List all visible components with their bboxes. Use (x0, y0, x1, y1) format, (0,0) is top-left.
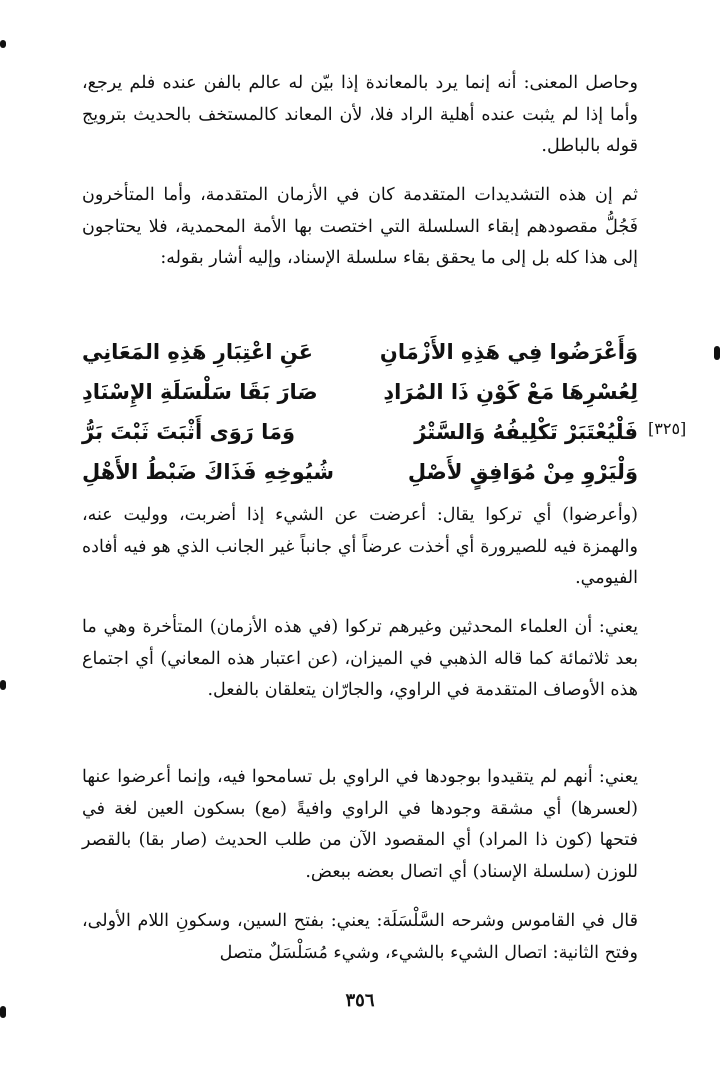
paragraph-6: قال في القاموس وشرحه السَّلْسَلَة: يعني: بفتح السين، وسكونِ اللام الأولى، وفتح الثانية: اتصال الشيء بالشيء، وشيء مُسَلْسَلٌ متصل (82, 911, 638, 963)
paragraph-1: وحاصل المعنى: أنه إنما يرد بالمعاندة إذا بيّن له عالم بالفن عنده فلم يرجع، وأما إذا لم يثبت عنده أهلية الراد فلا، لأن المعاند كالمستخف بالحديث بترويج قوله بالباطل. (82, 73, 638, 156)
paragraph-5: يعني: أنهم لم يتقيدوا بوجودها في الراوي بل تسامحوا فيه، وإنما أعرضوا عنها (لعسرها) أي مشقة وجودها في الراوي وافيةً (مع) بسكون العين لغة في فتحها (كون ذا المراد) أي المقصود الآن من طلب الحديث (صار بقا) بالقصر للوزن (سلسلة الإسناد) أي اتصال بعضه ببعض. (82, 767, 638, 882)
paragraph-2: ثم إن هذه التشديدات المتقدمة كان في الأزمان المتقدمة، وأما المتأخرون فَجُلُّ مقصودهم إبقاء السلسلة التي اختصت بها الأمة المحمدية، فلا يحتاجون إلى هذا كله بل إلى ما يحقق بقاء سلسلة الإسناد، وإليه أشار بقوله: (82, 185, 638, 268)
page-number: ٣٥٦ (345, 990, 375, 1011)
verse-first-hemistich: وَأَعْرَضُوا فِي هَذِهِ الأَزْمَانِ (379, 340, 638, 364)
scan-edge-mark (0, 1006, 6, 1018)
verse-second-hemistich: عَنِ اعْتِبَارِ هَذِهِ المَعَانِي (82, 340, 313, 364)
scan-edge-mark (714, 346, 720, 360)
verse-first-hemistich: لِعُسْرِهَا مَعْ كَوْنِ ذَا المُرَادِ (383, 380, 638, 404)
verse-first-hemistich: فَلْيُعْتَبَرْ تَكْلِيفُهُ وَالسَّتْرُ (414, 420, 638, 444)
paragraph-3: (وأعرضوا) أي تركوا يقال: أعرضت عن الشيء إذا أضربت، ووليت عنه، والهمزة فيه للصيرورة أي أخذت عرضاً أي جانباً غير الجانب الذي هو فيه أفاده الفيومي. (82, 505, 638, 588)
poem-verse (82, 332, 638, 372)
poem-verse (82, 412, 638, 452)
scan-edge-mark (0, 40, 6, 48)
verse-second-hemistich: صَارَ بَقَا سَلْسَلَةِ الإِسْنَادِ (82, 380, 318, 404)
verse-number-label: [٣٢٥] (648, 419, 687, 438)
poem-verse (82, 372, 638, 412)
poem-verse (82, 452, 638, 492)
verse-second-hemistich: وَمَا رَوَى أَثْبَتَ ثَبْتَ بَرُّ (82, 420, 296, 444)
verse-first-hemistich: وَلْيَرْوِ مِنْ مُوَافِقٍ لأَصْلِ (407, 460, 638, 484)
poem-block (82, 332, 638, 492)
verse-second-hemistich: شُيُوخِهِ فَذَاكَ ضَبْطُ الأَهْلِ (82, 460, 335, 484)
paragraph-4: يعني: أن العلماء المحدثين وغيرهم تركوا (في هذه الأزمان) المتأخرة وهي ما بعد ثلاثمائة كما قاله الذهبي في الميزان، (عن اعتبار هذه المعاني) أي اجتماع هذه الأوصاف المتقدمة في الراوي، والجارّان يتعلقان بالفعل. (82, 617, 638, 700)
scan-edge-mark (0, 680, 6, 690)
